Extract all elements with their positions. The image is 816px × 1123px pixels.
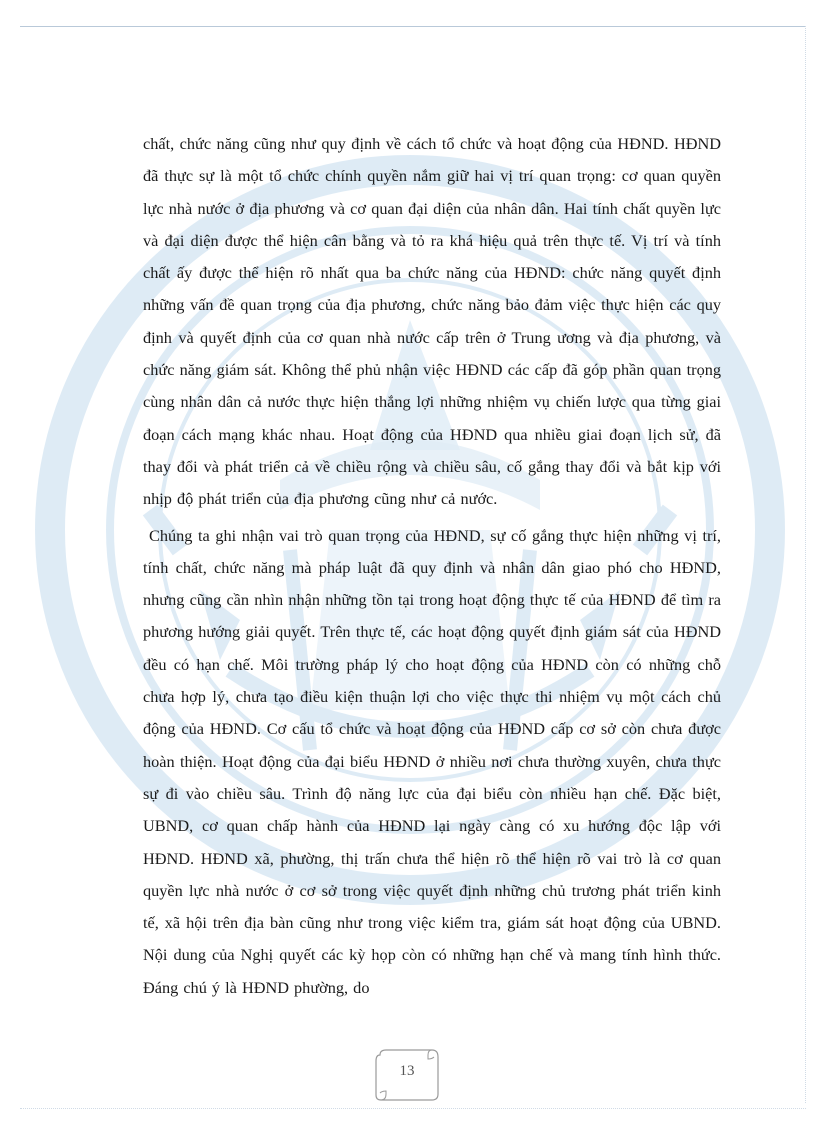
page-frame-top: [20, 26, 806, 27]
page-frame-right: [805, 26, 806, 1103]
paragraph-2: Chúng ta ghi nhận vai trò quan trọng của HĐND, sự cố gắng thực hiện những vị trí, tính chất, chức năng mà pháp luật đã quy định và nhân dân giao phó cho HĐND, nhưng cũng cần nhìn nhận những tồn tại trong hoạt động thực tế của HĐND để tìm ra phương hướng giải quyết. Trên thực tế, các hoạt động quyết định giám sát của HĐND đều có hạn chế. Môi trường pháp lý cho hoạt động của HĐND còn có những chỗ chưa hợp lý, chưa tạo điều kiện thuận lợi cho việc thực thi nhiệm vụ một cách chủ động của HĐND. Cơ cấu tổ chức và hoạt động của HĐND cấp cơ sở còn chưa được hoàn thiện. Hoạt động của đại biểu HĐND ở nhiều nơi chưa thường xuyên, chưa thực sự đi vào chiều sâu. Trình độ năng lực của đại biểu còn nhiều hạn chế. Đặc biệt, UBND, cơ quan chấp hành của HĐND lại ngày càng có xu hướng độc lập với HĐND. HĐND xã, phường, thị trấn chưa thể hiện rõ thể hiện rõ vai trò là cơ quan quyền lực nhà nước ở cơ sở trong việc quyết định những chủ trương phát triển kinh tế, xã hội trên địa bàn cũng như trong việc kiểm tra, giám sát hoạt động của UBND. Nội dung của Nghị quyết các kỳ họp còn có những hạn chế và mang tính hình thức. Đáng chú ý là HĐND phường, do: [143, 525, 721, 997]
body-text: [143, 128, 721, 1004]
page-frame-bottom: [20, 1108, 806, 1109]
page-number: 13: [399, 1063, 415, 1079]
paragraph-1: chất, chức năng cũng như quy định về cách tổ chức và hoạt động của HĐND. HĐND đã thực sự là một tổ chức chính quyền nắm giữ hai vị trí quan trọng: cơ quan quyền lực nhà nước ở địa phương và cơ quan đại diện của nhân dân. Hai tính chất quyền lực và đại diện được thể hiện cân bằng và tỏ ra khá hiệu quả trên thực tế. Vị trí và tính chất ấy được thể hiện rõ nhất qua ba chức năng của HĐND: chức năng quyết định những vấn đề quan trọng của địa phương, chức năng bảo đảm việc thực hiện các quy định và quyết định của cơ quan nhà nước cấp trên ở Trung ương và địa phương, và chức năng giám sát. Không thể phủ nhận việc HĐND các cấp đã góp phần quan trọng cùng nhân dân cả nước thực hiện thắng lợi những nhiệm vụ chiến lược qua từng giai đoạn cách mạng khác nhau. Hoạt động của HĐND qua nhiều giai đoạn lịch sử, đã thay đổi và phát triển cả về chiều rộng và chiều sâu, cố gắng thay đổi và bắt kịp với nhịp độ phát triển của địa phương cũng như cả nước.: [143, 134, 721, 509]
page-number-scroll: [372, 1045, 442, 1103]
